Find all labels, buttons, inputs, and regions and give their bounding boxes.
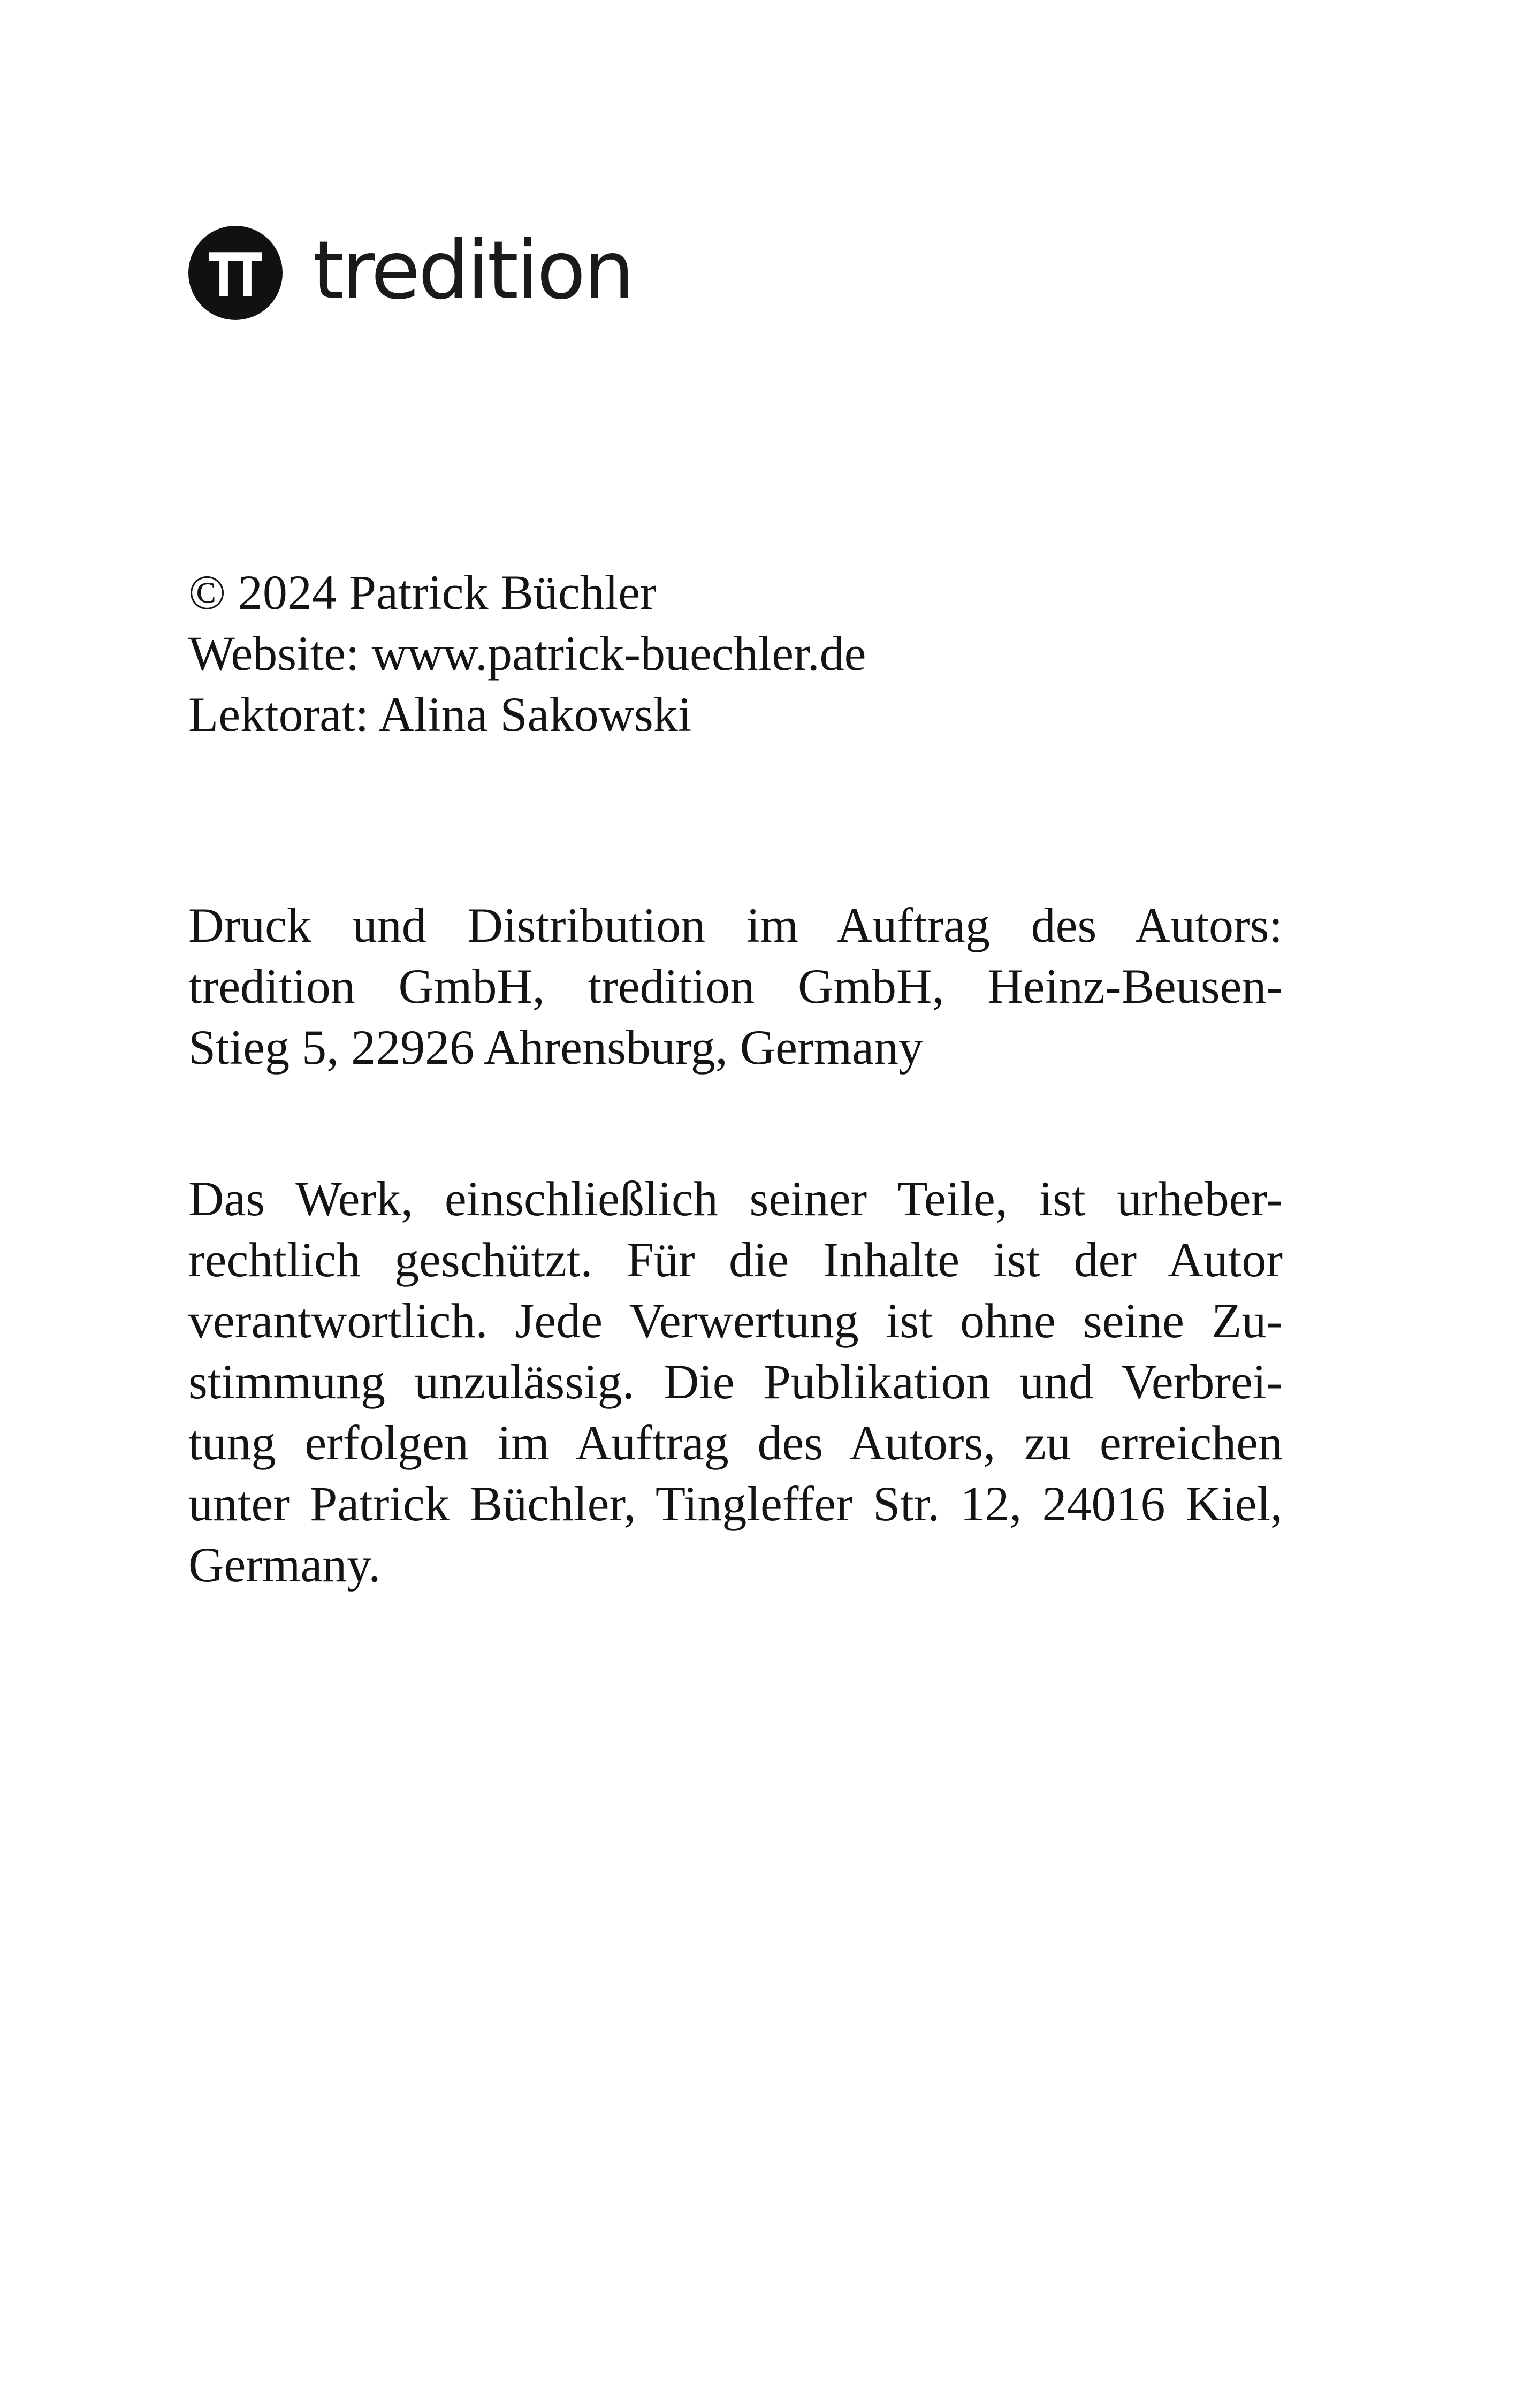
tredition-logo-icon — [188, 226, 283, 320]
legal-line: unter Patrick Büchler, Tingleffer Str. 12, 24016 Kiel, — [188, 1476, 1283, 1531]
print-line: Druck und Distribution im Auftrag des Autors: — [188, 898, 1283, 952]
legal-line: rechtlich geschützt. Für die Inhalte ist der Autor — [188, 1232, 1283, 1287]
logo-wordmark: tredition — [313, 224, 633, 317]
legal-line: verantwortlich. Jede Verwertung ist ohne seine Zu- — [188, 1293, 1283, 1348]
print-line: tredition GmbH, tredition GmbH, Heinz-Beusen- — [188, 959, 1283, 1014]
legal-notice-block — [188, 1168, 1283, 1595]
legal-line: stimmung unzulässig. Die Publikation und Verbrei- — [188, 1354, 1283, 1409]
print-distribution-block — [188, 895, 1283, 1078]
legal-line: Das Werk, einschließlich seiner Teile, ist urheber- — [188, 1171, 1283, 1226]
legal-line: tung erfolgen im Auftrag des Autors, zu erreichen — [188, 1415, 1283, 1470]
editor-line: Lektorat: Alina Sakowski — [188, 687, 692, 742]
copyright-line: © 2024 Patrick Büchler — [188, 565, 657, 620]
website-line: Website: www.patrick-buechler.de — [188, 626, 866, 681]
publisher-logo — [188, 225, 633, 321]
credits-block — [188, 562, 1283, 745]
legal-line: Germany. — [188, 1537, 381, 1592]
print-line: Stieg 5, 22926 Ahrensburg, Germany — [188, 1020, 924, 1075]
